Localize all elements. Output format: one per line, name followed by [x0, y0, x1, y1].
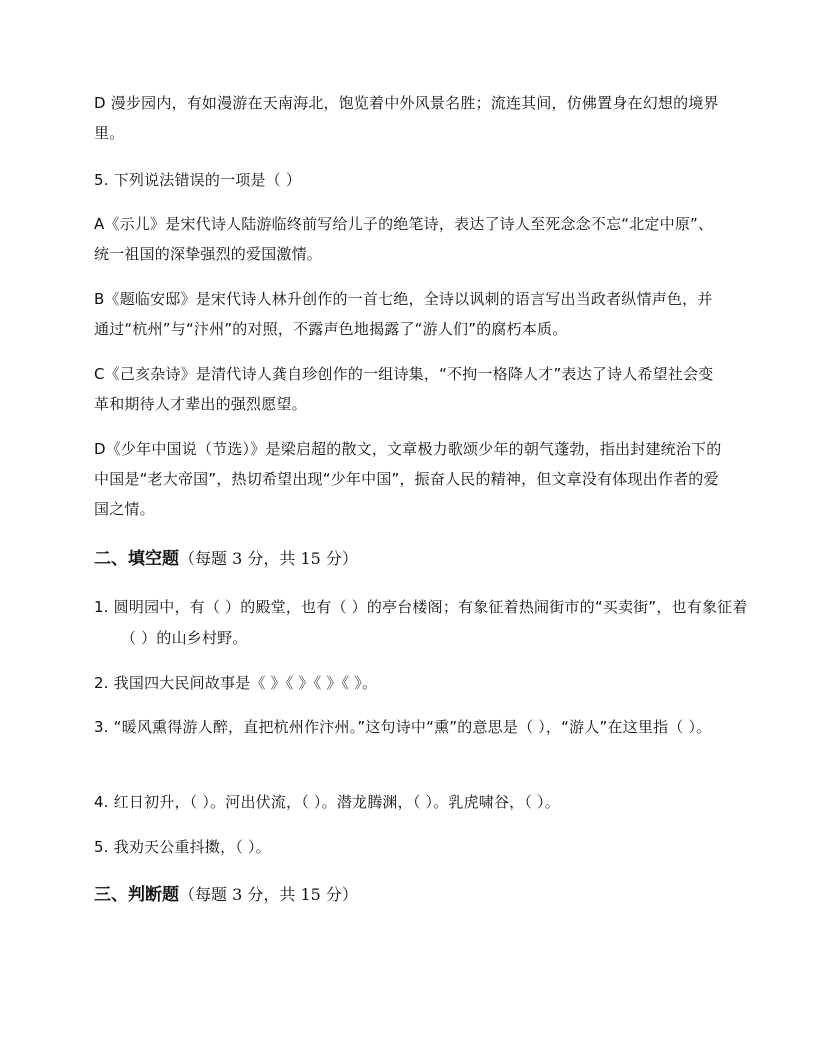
fill-blank-item-2: 2. 我国四大民间故事是《 》《 》《 》《 》。	[94, 674, 378, 692]
section-2-heading	[94, 544, 726, 574]
section-3-note: （每题 3 分，共 15 分）	[179, 885, 358, 904]
fill-blank-item-3: 3. “暖风熏得游人醉，直把杭州作汴州。”这句诗中“熏”的意思是（ ），“游人”在这里指（ ）。	[94, 718, 712, 736]
question-5-option-d: D《少年中国说（节选）》是梁启超的散文，文章极力歌颂少年的朝气蓬勃，指出封建统治下的中国是“老大帝国”，热切希望出现“少年中国”，振奋人民的精神，但文章没有体现出作者的爱国之情。	[94, 440, 722, 518]
question-5-option-c: C《己亥杂诗》是清代诗人龚自珍创作的一组诗集，“不拘一格降人才”表达了诗人希望社会变革和期待人才辈出的强烈愿望。	[94, 365, 714, 413]
fill-blank-item-4: 4. 红日初升，（ ）。河出伏流，（ ）。潜龙腾渊，（ ）。乳虎啸谷，（ ）。	[94, 793, 560, 811]
section-3-title: 三、判断题	[94, 885, 179, 905]
section-2-title: 二、填空题	[94, 549, 179, 569]
question-5-stem: 5. 下列说法错误的一项是（ ）	[94, 171, 302, 189]
question-5-option-a: A《示儿》是宋代诗人陆游临终前写给儿子的绝笔诗，表达了诗人至死念念不忘“北定中原”、统一祖国的深挚强烈的爱国激情。	[94, 215, 714, 263]
question-5-option-b: B《题临安邸》是宋代诗人林升创作的一首七绝，全诗以讽刺的语言写出当政者纵情声色，并通过“杭州”与“汴州”的对照，不露声色地揭露了“游人们”的腐朽本质。	[94, 290, 713, 338]
section-2-note: （每题 3 分，共 15 分）	[179, 549, 358, 568]
fill-blank-item-5: 5. 我劝天公重抖擞，（ ）。	[94, 838, 271, 856]
section-3-heading	[94, 880, 726, 910]
option-d-q4: D 漫步园内，有如漫游在天南海北，饱览着中外风景名胜；流连其间，仿佛置身在幻想的境界里。	[94, 94, 719, 142]
fill-blank-item-1: 1. 圆明园中，有（ ）的殿堂，也有（ ）的亭台楼阁；有象征着热闹街市的“买卖街”，也有象征着（ ）的山乡村野。	[94, 598, 748, 647]
